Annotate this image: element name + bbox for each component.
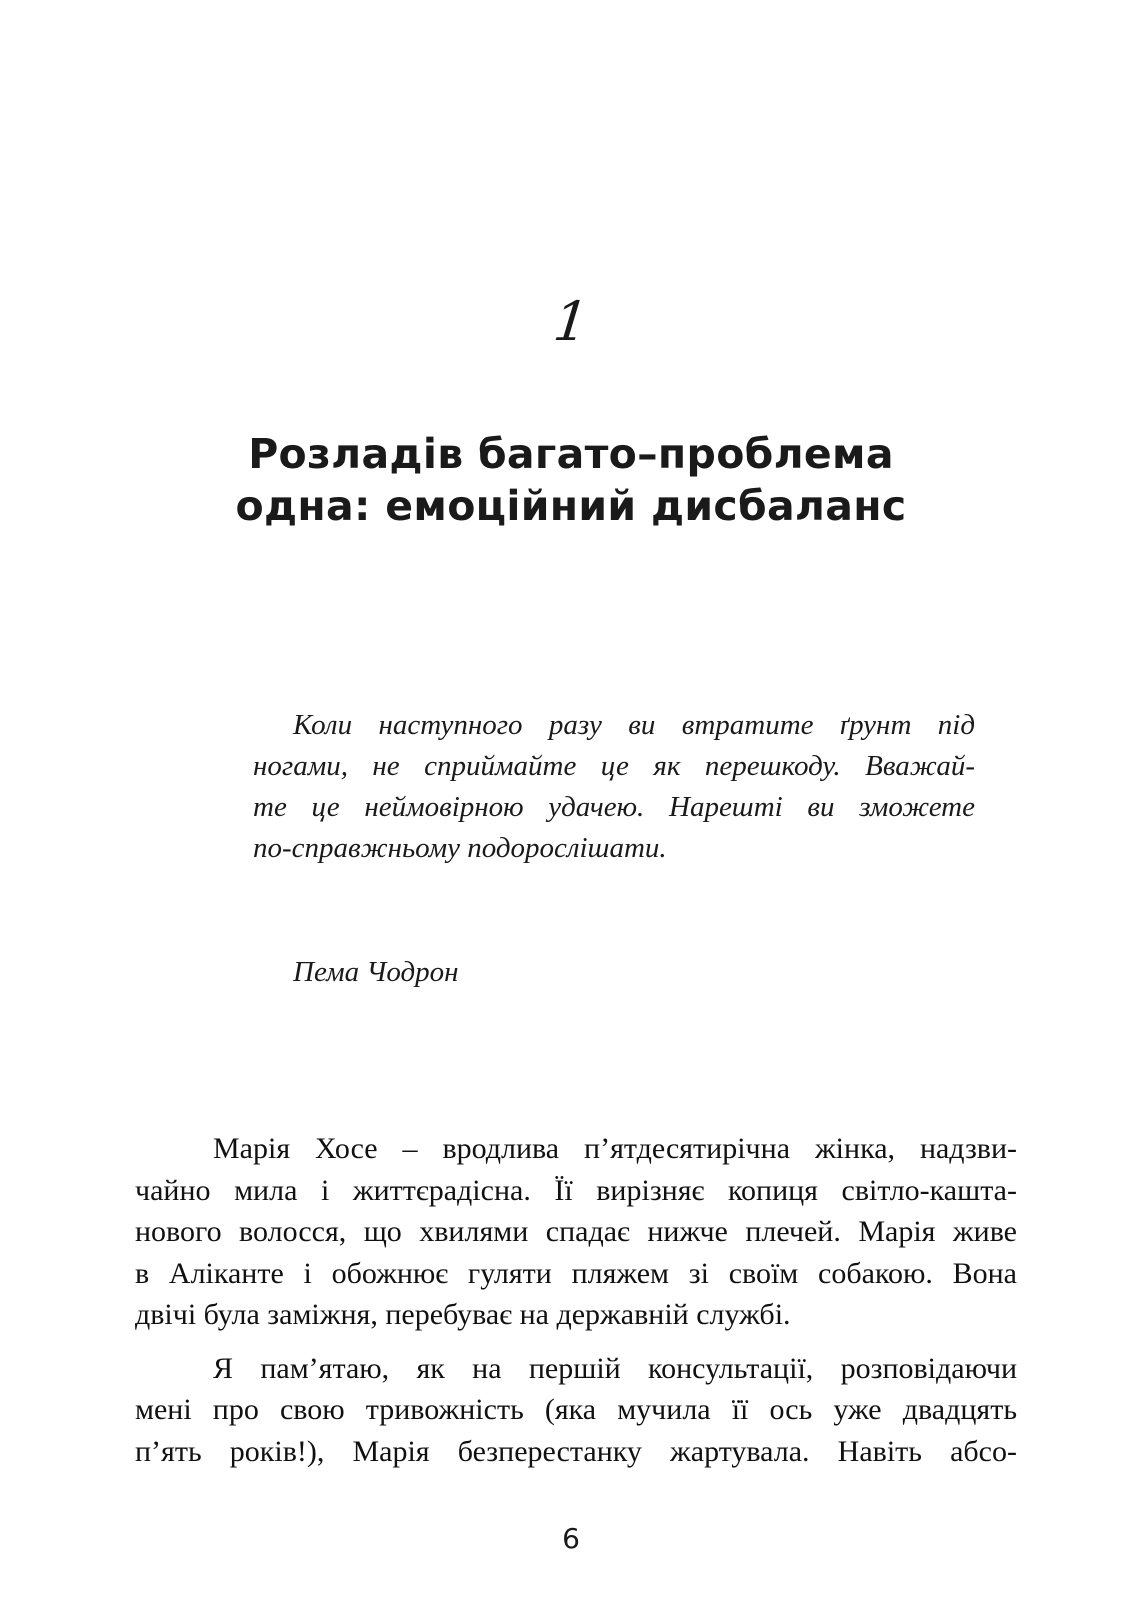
text-line: Я пам’ятаю, як на першій консультації, розповідаючи: [213, 1351, 1017, 1385]
chapter-title: [150, 428, 992, 532]
chapter-title-line: одна: емоційний дисбаланс: [235, 482, 907, 530]
epigraph-line: по-справжньому подорослішати.: [253, 832, 667, 864]
text-line: чайно мила і життєрадісна. Її вирізняє копиця світло-кашта-: [135, 1173, 1017, 1207]
epigraph-line: Коли наступного разу ви втратите ґрунт під: [293, 709, 975, 741]
text-line: двічі була заміжня, перебуває на державній службі.: [135, 1298, 791, 1331]
text-line: п’ять років!), Марія безперестанку жартувала. Навіть абсо-: [135, 1434, 1017, 1468]
epigraph-quote: [253, 705, 975, 869]
epigraph-author: Пема Чодрон: [293, 956, 459, 988]
text-line: в Аліканте і обожнює гуляти пляжем зі своїм собакою. Вона: [135, 1256, 1017, 1290]
chapter-title-line: Розладів багато–проблема: [248, 430, 894, 478]
text-line: нового волосся, що хвилями спадає нижче плечей. Марія живе: [135, 1215, 1017, 1248]
epigraph-line: те це неймовірною удачею. Нарешті ви зможете: [253, 791, 975, 823]
paragraph: [135, 1348, 1017, 1473]
paragraph: [135, 1128, 1017, 1336]
body-text: [135, 1128, 1017, 1472]
text-line: Марія Хосе – вродлива п’ятдесятирічна жінка, надзви-: [213, 1132, 1017, 1165]
epigraph-line: ногами, не сприймайте це як перешкоду. Вважай-: [253, 750, 975, 782]
page-number: 6: [562, 1522, 580, 1555]
text-line: мені про свою тривожність (яка мучила її ось уже двадцять: [135, 1393, 1017, 1426]
chapter-number: 1: [550, 290, 592, 353]
